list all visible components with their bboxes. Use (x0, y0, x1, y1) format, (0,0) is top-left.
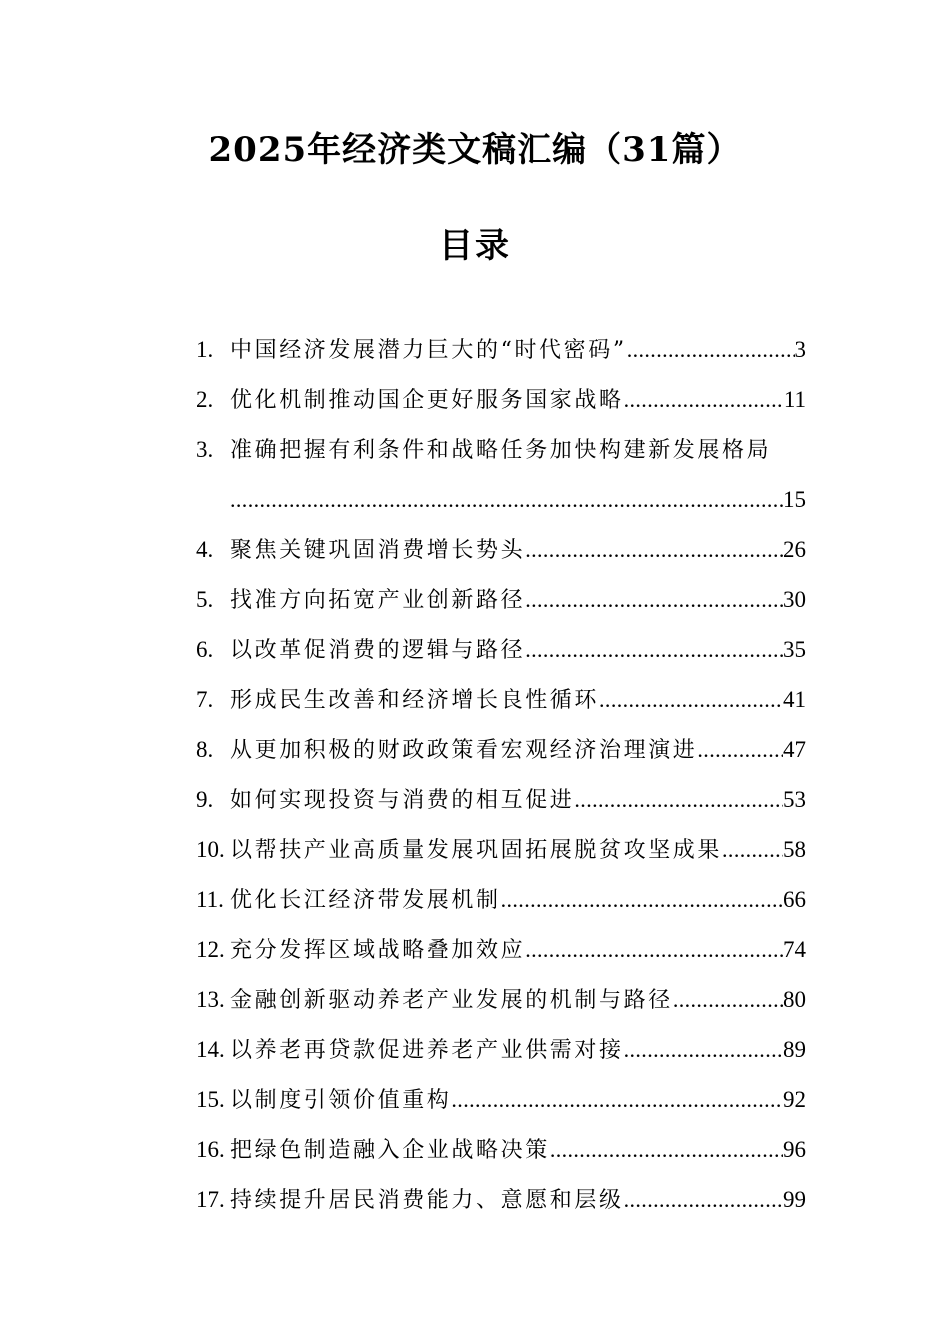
toc-entry-14[interactable] (196, 1025, 806, 1075)
dot-leader (624, 375, 784, 425)
toc-entry-number: 12. (196, 937, 225, 962)
toc-entry-title: 聚焦关键巩固消费增长势头 (230, 538, 526, 563)
toc-entry-9[interactable] (196, 775, 806, 825)
toc-entry-page: 92 (783, 1087, 806, 1112)
toc-entry-title: 以制度引领价值重构 (230, 1088, 452, 1113)
toc-entry-title: 把绿色制造融入企业战略决策 (230, 1138, 550, 1163)
toc-entry-title: 以改革促消费的逻辑与路径 (230, 638, 526, 663)
toc-entry-page: 26 (783, 537, 806, 562)
table-of-contents (196, 325, 806, 1225)
toc-entry-title: 准确把握有利条件和战略任务加快构建新发展格局 (230, 438, 772, 463)
dot-leader (697, 725, 783, 775)
toc-entry-3[interactable] (196, 425, 806, 525)
toc-entry-page: 53 (783, 787, 806, 812)
document-title: 2025年经济类文稿汇编（31篇） (208, 130, 742, 170)
toc-entry-page: 58 (783, 837, 806, 862)
toc-entry-title: 充分发挥区域战略叠加效应 (230, 938, 526, 963)
toc-entry-4[interactable] (196, 525, 806, 575)
dot-leader (525, 625, 783, 675)
toc-entry-number: 10. (196, 837, 225, 862)
toc-entry-page: 99 (783, 1187, 806, 1212)
toc-entry-title: 从更加积极的财政政策看宏观经济治理演进 (230, 738, 698, 763)
dot-leader (525, 925, 783, 975)
toc-entry-12[interactable] (196, 925, 806, 975)
toc-heading: 目录 (439, 226, 511, 266)
dot-leader (230, 475, 783, 525)
toc-entry-number: 14. (196, 1037, 225, 1062)
toc-entry-title: 中国经济发展潜力巨大的“时代密码” (230, 338, 627, 363)
toc-entry-page: 3 (794, 337, 806, 362)
toc-entry-page: 15 (783, 487, 806, 512)
toc-entry-page: 66 (783, 887, 806, 912)
toc-entry-8[interactable] (196, 725, 806, 775)
toc-entry-number: 11. (196, 887, 224, 912)
toc-entry-title: 以养老再贷款促进养老产业供需对接 (230, 1038, 624, 1063)
toc-entry-page: 11 (783, 387, 806, 412)
toc-entry-number: 7. (196, 687, 214, 712)
dot-leader (574, 775, 783, 825)
toc-entry-10[interactable] (196, 825, 806, 875)
toc-entry-page: 96 (783, 1137, 806, 1162)
toc-entry-number: 8. (196, 737, 214, 762)
toc-entry-title: 优化机制推动国企更好服务国家战略 (230, 388, 624, 413)
toc-entry-page: 89 (783, 1037, 806, 1062)
toc-entry-page: 30 (783, 587, 806, 612)
toc-entry-title: 优化长江经济带发展机制 (230, 888, 501, 913)
dot-leader (673, 975, 783, 1025)
toc-entry-number: 16. (196, 1137, 225, 1162)
dot-leader (525, 525, 783, 575)
toc-entry-page: 80 (783, 987, 806, 1012)
dot-leader (550, 1125, 783, 1175)
dot-leader (501, 875, 783, 925)
toc-entry-5[interactable] (196, 575, 806, 625)
dot-leader (627, 325, 795, 375)
toc-entry-title: 以帮扶产业高质量发展巩固拓展脱贫攻坚成果 (230, 838, 723, 863)
toc-entry-page: 41 (783, 687, 806, 712)
toc-entry-number: 4. (196, 537, 214, 562)
toc-entry-2[interactable] (196, 375, 806, 425)
toc-entry-16[interactable] (196, 1125, 806, 1175)
toc-entry-title: 形成民生改善和经济增长良性循环 (230, 688, 600, 713)
dot-leader (722, 825, 783, 875)
toc-entry-title: 持续提升居民消费能力、意愿和层级 (230, 1188, 624, 1213)
toc-entry-title: 找准方向拓宽产业创新路径 (230, 588, 526, 613)
toc-entry-title: 金融创新驱动养老产业发展的机制与路径 (230, 988, 673, 1013)
toc-entry-number: 1. (196, 337, 214, 362)
dot-leader (451, 1075, 783, 1125)
dot-leader (624, 1025, 783, 1075)
toc-entry-number: 6. (196, 637, 214, 662)
toc-entry-7[interactable] (196, 675, 806, 725)
toc-entry-number: 5. (196, 587, 214, 612)
toc-entry-1[interactable] (196, 325, 806, 375)
dot-leader (599, 675, 783, 725)
dot-leader (624, 1175, 783, 1225)
toc-entry-15[interactable] (196, 1075, 806, 1125)
dot-leader (525, 575, 783, 625)
toc-entry-title: 如何实现投资与消费的相互促进 (230, 788, 575, 813)
toc-entry-6[interactable] (196, 625, 806, 675)
toc-entry-13[interactable] (196, 975, 806, 1025)
toc-entry-17[interactable] (196, 1175, 806, 1225)
toc-entry-11[interactable] (196, 875, 806, 925)
toc-entry-number: 17. (196, 1187, 225, 1212)
toc-entry-number: 15. (196, 1087, 225, 1112)
toc-entry-page: 47 (783, 737, 806, 762)
toc-entry-number: 3. (196, 437, 214, 462)
toc-entry-number: 2. (196, 387, 214, 412)
toc-entry-number: 9. (196, 787, 214, 812)
toc-entry-page: 74 (783, 937, 806, 962)
toc-entry-page: 35 (783, 637, 806, 662)
toc-entry-number: 13. (196, 987, 225, 1012)
